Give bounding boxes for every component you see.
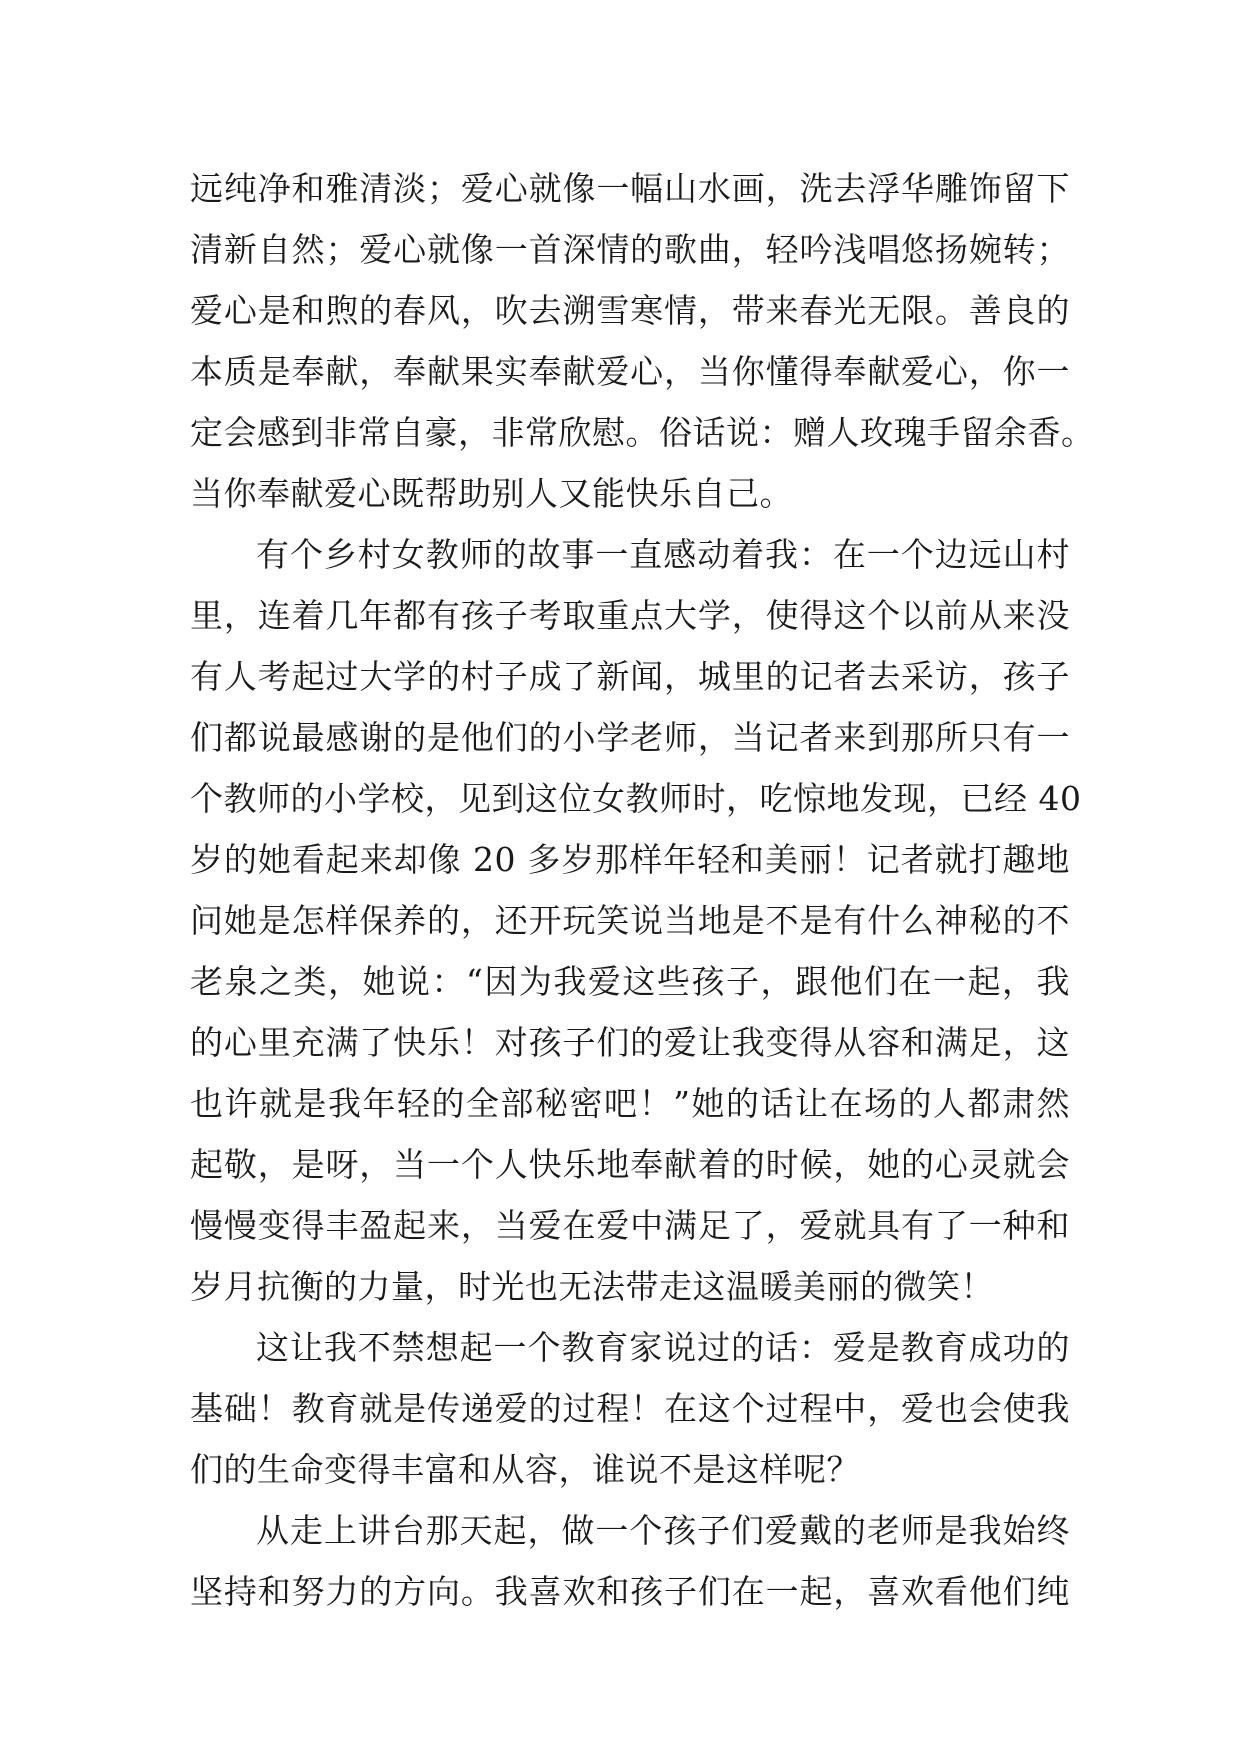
text-line: 也许就是我年轻的全部秘密吧！”她的话让在场的人都肃然 — [190, 1084, 1070, 1123]
text-line: 远纯净和雅清淡；爱心就像一幅山水画，洗去浮华雕饰留下 — [190, 169, 1070, 208]
paragraph-start-line: 这让我不禁想起一个教育家说过的话：爱是教育成功的 — [256, 1328, 1070, 1367]
paragraph-start-line: 有个乡村女教师的故事一直感动着我：在一个边远山村 — [256, 535, 1070, 574]
text-line: 起敬，是呀，当一个人快乐地奉献着的时候，她的心灵就会 — [190, 1145, 1070, 1184]
text-line: 慢慢变得丰盈起来，当爱在爱中满足了，爱就具有了一种和 — [190, 1206, 1070, 1245]
body-text — [190, 158, 1095, 1622]
text-line: 们的生命变得丰富和从容，谁说不是这样呢？ — [190, 1450, 860, 1489]
text-line: 问她是怎样保养的，还开玩笑说当地是不是有什么神秘的不 — [190, 901, 1070, 940]
text-line: 清新自然；爱心就像一首深情的歌曲，轻吟浅唱悠扬婉转； — [190, 230, 1070, 269]
text-line: 基础！教育就是传递爱的过程！在这个过程中，爱也会使我 — [190, 1389, 1070, 1428]
text-line: 坚持和努力的方向。我喜欢和孩子们在一起，喜欢看他们纯 — [190, 1572, 1070, 1611]
text-line: 有人考起过大学的村子成了新闻，城里的记者去采访，孩子 — [190, 657, 1070, 696]
text-line: 个教师的小学校，见到这位女教师时，吃惊地发现，已经 40 — [190, 779, 1082, 818]
text-line: 老泉之类，她说：“因为我爱这些孩子，跟他们在一起，我 — [190, 962, 1070, 1001]
text-line: 爱心是和煦的春风，吹去溯雪寒情，带来春光无限。善良的 — [190, 291, 1070, 330]
text-line: 定会感到非常自豪，非常欣慰。俗话说：赠人玫瑰手留余香。 — [190, 413, 1095, 452]
text-line: 们都说最感谢的是他们的小学老师，当记者来到那所只有一 — [190, 718, 1070, 757]
paragraph-start-line: 从走上讲台那天起，做一个孩子们爱戴的老师是我始终 — [256, 1511, 1070, 1550]
text-line: 本质是奉献，奉献果实奉献爱心，当你懂得奉献爱心，你一 — [190, 352, 1070, 391]
text-line: 岁的她看起来却像 20 多岁那样年轻和美丽！记者就打趣地 — [190, 840, 1070, 879]
text-line: 的心里充满了快乐！对孩子们的爱让我变得从容和满足，这 — [190, 1023, 1070, 1062]
text-line: 岁月抗衡的力量，时光也无法带走这温暖美丽的微笑！ — [190, 1267, 994, 1306]
text-line: 当你奉献爱心既帮助别人又能快乐自己。 — [190, 474, 793, 513]
text-line: 里，连着几年都有孩子考取重点大学，使得这个以前从来没 — [190, 596, 1070, 635]
